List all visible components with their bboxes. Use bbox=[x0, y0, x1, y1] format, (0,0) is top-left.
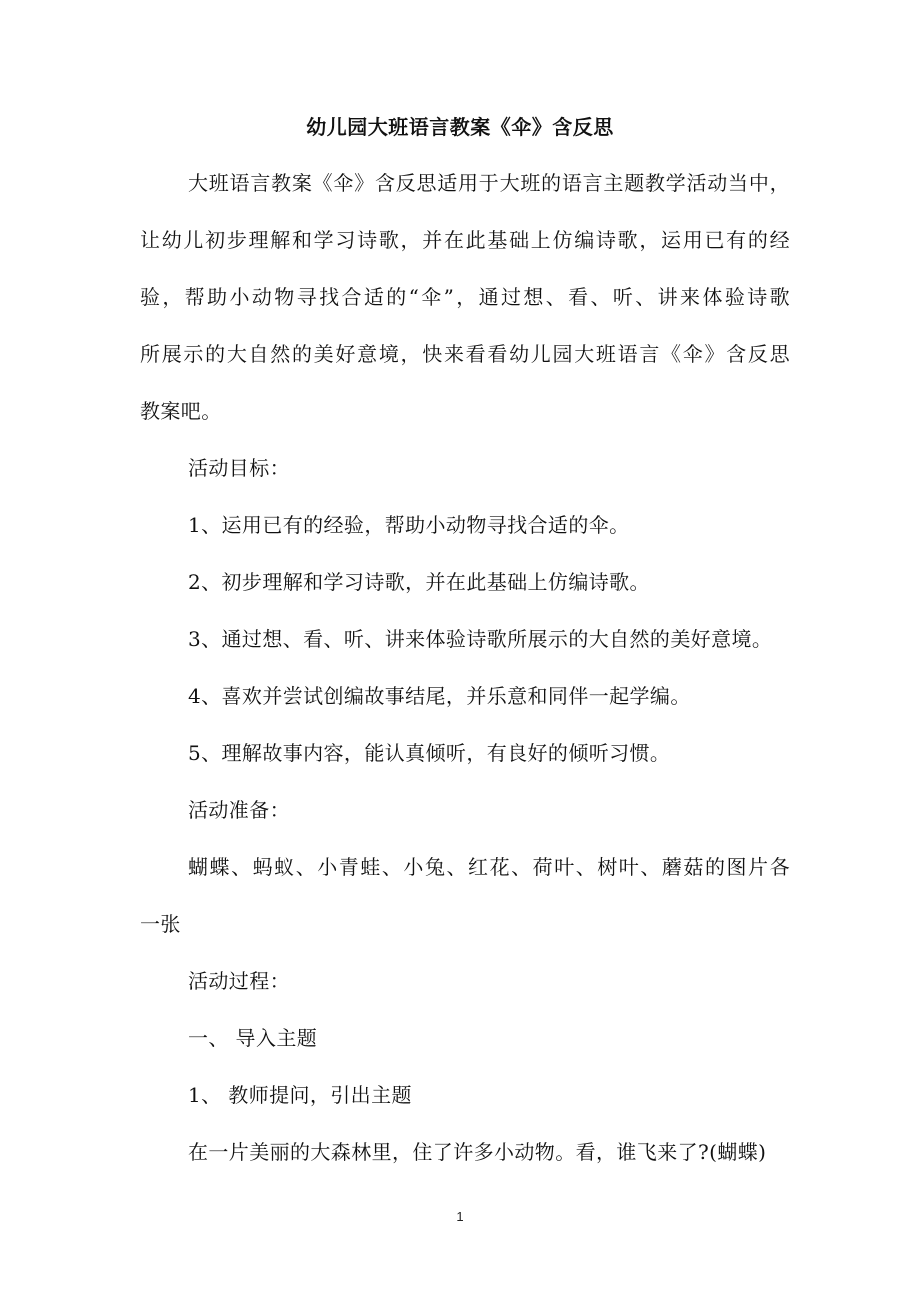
story-line: 在一片美丽的大森林里，住了许多小动物。看，谁飞来了?(蝴蝶) bbox=[188, 1140, 767, 1164]
intro-line: 验，帮助小动物寻找合适的“伞”，通过想、看、听、讲来体验诗歌 bbox=[140, 285, 790, 309]
prep-line: 蝴蝶、蚂蚁、小青蛙、小兔、红花、荷叶、树叶、蘑菇的图片各 bbox=[188, 855, 790, 879]
intro-line: 让幼儿初步理解和学习诗歌，并在此基础上仿编诗歌，运用已有的经 bbox=[140, 228, 790, 252]
goal-item: 1、运用已有的经验，帮助小动物寻找合适的伞。 bbox=[188, 513, 630, 537]
goal-item: 5、理解故事内容，能认真倾听，有良好的倾听习惯。 bbox=[188, 741, 671, 765]
goal-item: 2、初步理解和学习诗歌，并在此基础上仿编诗歌。 bbox=[188, 570, 650, 594]
prep-heading: 活动准备： bbox=[188, 798, 290, 822]
goals-heading: 活动目标： bbox=[188, 456, 290, 480]
intro-line: 教案吧。 bbox=[140, 399, 222, 423]
goal-item: 4、喜欢并尝试创编故事结尾，并乐意和同伴一起学编。 bbox=[188, 684, 691, 708]
process-heading: 活动过程： bbox=[188, 969, 290, 993]
section-heading: 一、 导入主题 bbox=[188, 1026, 318, 1050]
step-heading: 1、 教师提问，引出主题 bbox=[188, 1083, 412, 1107]
intro-line: 所展示的大自然的美好意境，快来看看幼儿园大班语言《伞》含反思 bbox=[140, 342, 790, 366]
page-number: 1 bbox=[456, 1209, 464, 1224]
prep-line: 一张 bbox=[140, 912, 181, 936]
document-title: 幼儿园大班语言教案《伞》含反思 bbox=[306, 115, 614, 139]
intro-line: 大班语言教案《伞》含反思适用于大班的语言主题教学活动当中， bbox=[188, 171, 790, 195]
goal-item: 3、通过想、看、听、讲来体验诗歌所展示的大自然的美好意境。 bbox=[188, 627, 773, 651]
